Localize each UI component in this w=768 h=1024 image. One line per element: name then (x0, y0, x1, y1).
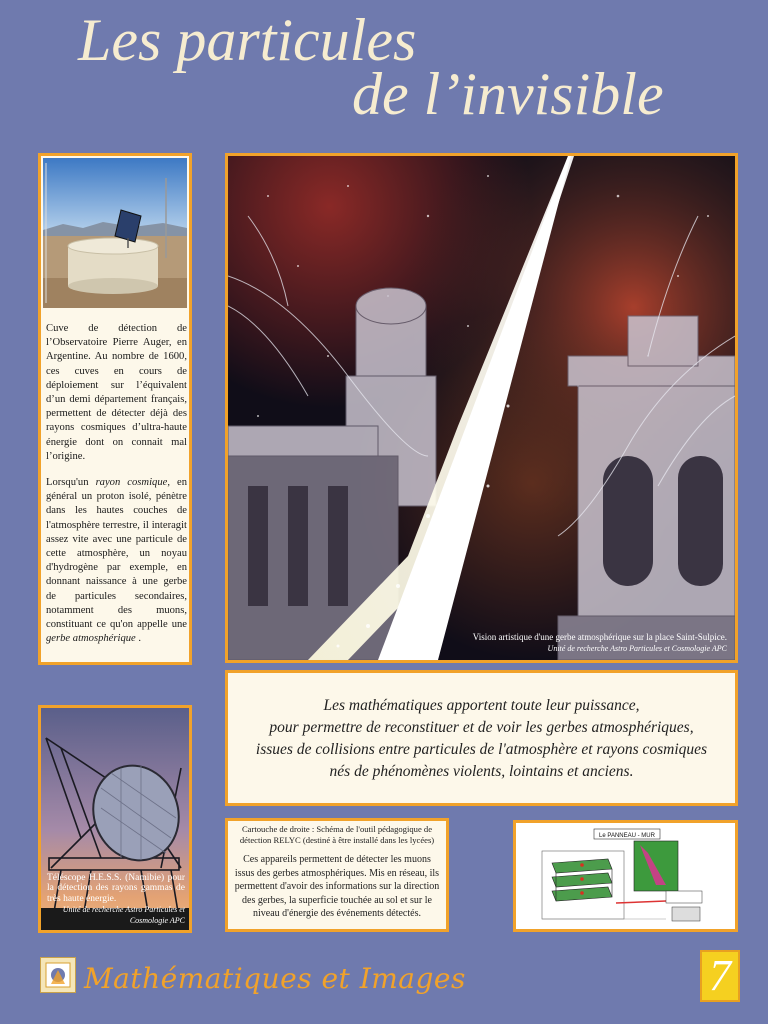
auger-tank-image (43, 158, 187, 308)
page-title-line-1: Les particules (78, 7, 417, 73)
relyc-schema-diagram (516, 823, 735, 929)
quote-text (228, 695, 735, 783)
main-image-credit: Unité de recherche Astro Particules et Cosmologie APC (547, 644, 727, 653)
auger-caption-text: , en général un proton isolé, pénètre dans les hautes couches de l'atmosphère terrestre, il interagit assez vite avec une particule de cette atmosphère, un noyau d'hydrogène par exemple, en donnant naissance à une gerbe de particules secondaires, notamment des muons, constituant ce qu'on appelle une (46, 477, 188, 631)
panel-number-badge: 7 (700, 950, 740, 1002)
logo-icon (41, 958, 75, 992)
auger-tank-photo (43, 158, 187, 308)
auger-caption-term-cosmic-ray: rayon cosmique (95, 477, 168, 489)
auger-caption-paragraph-1: Cuve de détection de l’Observatoire Pierre Auger, en Argentine. Au nombre de 1600, ces cuves en cours de déploiement sur l’équivalent d’un demi département français, permettent de détecter déjà des rayons cosmiques d’ultra-haute énergie dont on connait mal l’origine. (46, 323, 187, 462)
relyc-panel (225, 818, 449, 932)
relyc-body: Ces appareils permettent de détecter les muons issus des gerbes atmosphériques. Mis en réseau, ils permettent d'avoir des informations sur la direction des gerbes, la superficie touchée au sol et sur le niveau d'énergie des événements détectés. (234, 854, 440, 919)
hess-panel (38, 705, 192, 933)
hess-credit: Unité de recherche Astro Particules et Cosmologie APC (62, 905, 185, 925)
auger-caption-paragraph-2 (46, 476, 187, 646)
quote-line-3: issues de collisions entre particules de l'atmosphère et rayons cosmiques (255, 741, 708, 758)
quote-line-2: pour permettre de reconstituer et de voir les gerbes atmosphériques, (269, 719, 694, 736)
auger-caption-text: Lorsqu'un (46, 477, 96, 489)
hess-caption (47, 873, 185, 927)
main-image-caption (397, 632, 727, 654)
auger-panel (38, 153, 192, 665)
auger-caption-term-shower: gerbe atmosphérique (46, 633, 136, 645)
footer-logo-badge (40, 957, 76, 993)
schema-panel (513, 820, 738, 932)
footer-logo-text: Mathématiques et Images (84, 962, 466, 995)
auger-caption (46, 322, 187, 658)
hess-caption-text: Téléscope H.E.S.S. (Namibie) pour la détection des rayons gammas de très haute énergie. (47, 872, 185, 904)
air-shower-artwork (228, 156, 735, 660)
main-image-panel (225, 153, 738, 663)
relyc-heading: Cartouche de droite : Schéma de l'outil pédagogique de détection RELYC (destiné à être installé dans les lycées) (239, 824, 435, 845)
auger-caption-text: . (135, 633, 142, 645)
quote-line-1: Les mathématiques apportent toute leur puissance, (323, 697, 640, 714)
main-image-caption-text: Vision artistique d'une gerbe atmosphérique sur la place Saint-Sulpice. (472, 632, 727, 642)
quote-line-4: nés de phénomènes violents, lointains et anciens. (329, 763, 634, 780)
schema-label: Le PANNEAU - MUR (599, 833, 655, 839)
quote-panel (225, 670, 738, 806)
page-title-line-2: de l’invisible (352, 61, 664, 127)
